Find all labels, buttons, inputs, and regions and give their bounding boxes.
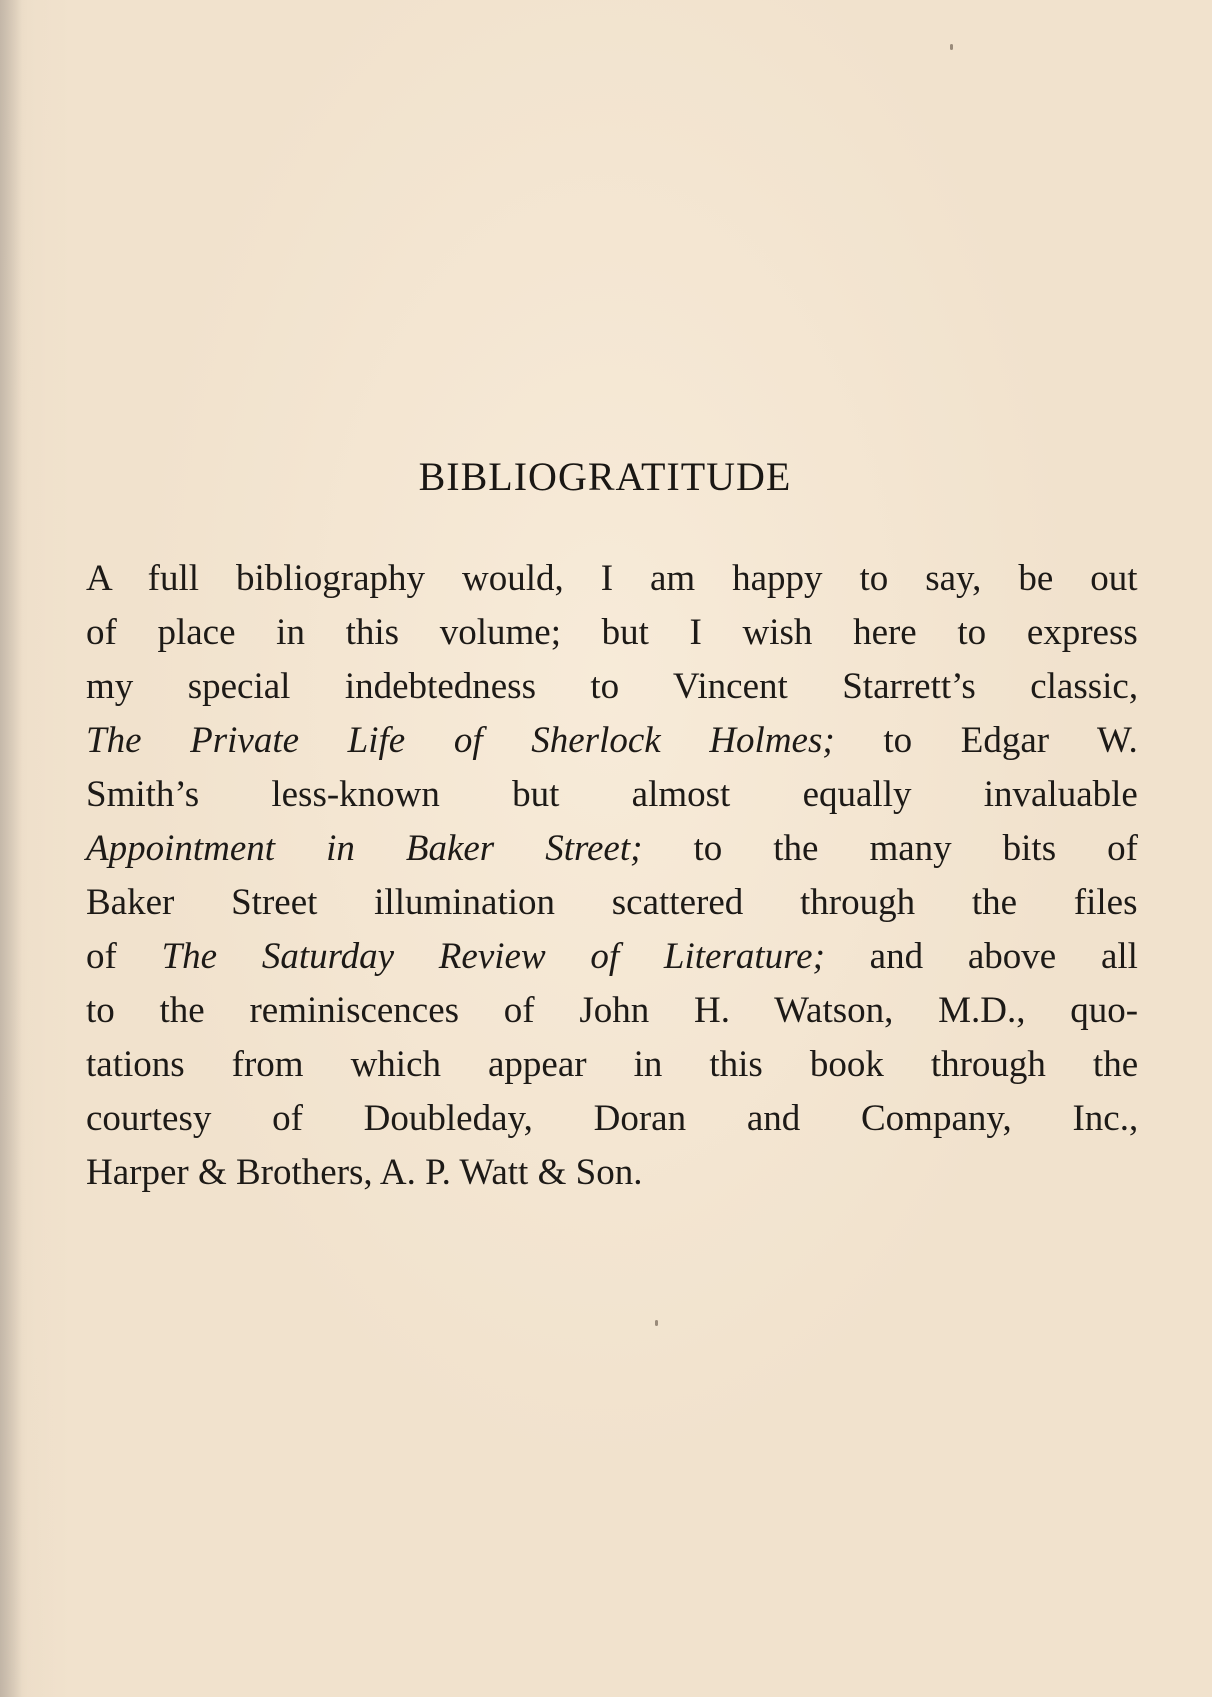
text-line: Harper & Brothers, A. P. Watt & Son. [86, 1152, 643, 1193]
text-line: of The Saturday Review of Literature; and above all [86, 936, 1138, 977]
text-line: Smith’s less-known but almost equally invaluable [86, 774, 1138, 815]
book-title: The Saturday Review of Literature; [161, 936, 825, 977]
book-title: Appointment in Baker Street; [86, 828, 643, 869]
text-line: Baker Street illumination scattered through the files [86, 882, 1138, 923]
text-line: tations from which appear in this book through the [86, 1044, 1139, 1085]
body-paragraph [86, 552, 1138, 1200]
text-line: Appointment in Baker Street; to the many bits of [86, 828, 1138, 869]
text-line: of place in this volume; but I wish here to express [86, 612, 1138, 653]
page-title: BIBLIOGRATITUDE [418, 454, 792, 499]
text-line: A full bibliography would, I am happy to say, be out [86, 558, 1138, 599]
book-title: The Private Life of Sherlock Holmes; [86, 720, 835, 761]
text-line: courtesy of Doubleday, Doran and Company, Inc., [86, 1098, 1139, 1139]
paper-speck [655, 1320, 658, 1326]
text-line: my special indebtedness to Vincent Starrett’s classic, [86, 666, 1139, 707]
text-line: to the reminiscences of John H. Watson, M.D., quo- [86, 990, 1139, 1031]
paper-speck [950, 44, 953, 50]
page-gutter-shadow [0, 0, 22, 1697]
text-line: The Private Life of Sherlock Holmes; to Edgar W. [86, 720, 1138, 761]
